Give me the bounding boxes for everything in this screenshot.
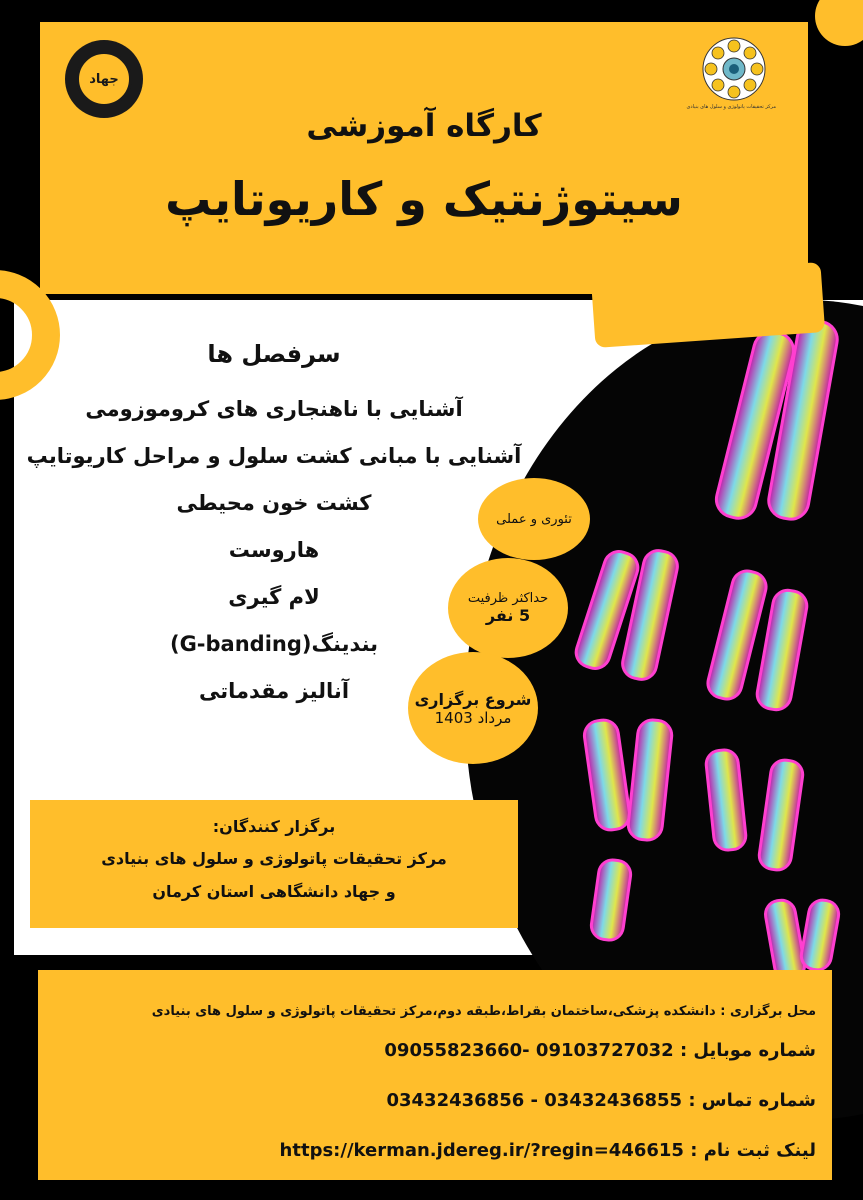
- capacity-label: حداکثر ظرفیت: [467, 591, 549, 606]
- organizer-line: مرکز تحقیقات پاتولوژی و سلول های بنیادی: [101, 849, 447, 868]
- topic-item: آنالیز مقدماتی: [198, 679, 350, 703]
- footer-info: [38, 970, 832, 1180]
- topic-item: آشنایی با مبانی کشت سلول و مراحل کاریوتایپ: [26, 444, 522, 468]
- jahad-logo-text: جهاد: [89, 71, 119, 87]
- decorative-circle: [815, 0, 863, 46]
- organizers-box: [30, 800, 518, 928]
- research-center-logo-caption: مرکز تحقیقات پاتولوژی و سلول های بنیادی: [686, 104, 776, 110]
- header-card: [40, 22, 808, 294]
- mobile-numbers: شماره موبایل : 09103727032 -09055823660: [384, 1040, 816, 1061]
- type-badge: [478, 478, 590, 560]
- topic-item: هاروست: [228, 538, 320, 562]
- research-center-logo-svg: [701, 36, 767, 102]
- workshop-subtitle: کارگاه آموزشی: [306, 108, 542, 144]
- jahad-logo-inner: [76, 51, 132, 107]
- topic-item: کشت خون محیطی: [176, 491, 372, 515]
- type-badge-text: تئوری و عملی: [496, 511, 572, 527]
- start-label: شروع برگزاری: [414, 689, 532, 709]
- registration-link[interactable]: لینک ثبت نام : https://kerman.jdereg.ir/?regin=446615: [279, 1140, 816, 1161]
- organizer-line: و جهاد دانشگاهی استان کرمان: [152, 882, 396, 901]
- jahad-logo-icon: [65, 40, 143, 118]
- start-value: مرداد 1403: [434, 708, 512, 727]
- start-badge: [408, 652, 538, 764]
- venue-text: محل برگزاری : دانشکده پزشکی،ساختمان بقراط،طبقه دوم،مرکز تحقیقات پاتولوژی و سلول های بنیادی: [151, 1004, 816, 1019]
- capacity-value: 5 نفر: [485, 606, 531, 625]
- phone-numbers: شماره تماس : 03432436855 - 03432436856: [386, 1090, 816, 1111]
- topics-heading: سرفصل ها: [207, 340, 341, 368]
- organizers-heading: برگزار کنندگان:: [212, 817, 336, 836]
- topic-item: آشنایی با ناهنجاری های کروموزومی: [85, 397, 463, 421]
- topic-item: لام گیری: [228, 585, 320, 609]
- topic-item: بندینگ(G-banding): [169, 632, 379, 656]
- capacity-badge: [448, 558, 568, 658]
- workshop-title: سیتوژنتیک و کاریوتایپ: [165, 172, 683, 226]
- research-center-logo-icon: [686, 36, 776, 110]
